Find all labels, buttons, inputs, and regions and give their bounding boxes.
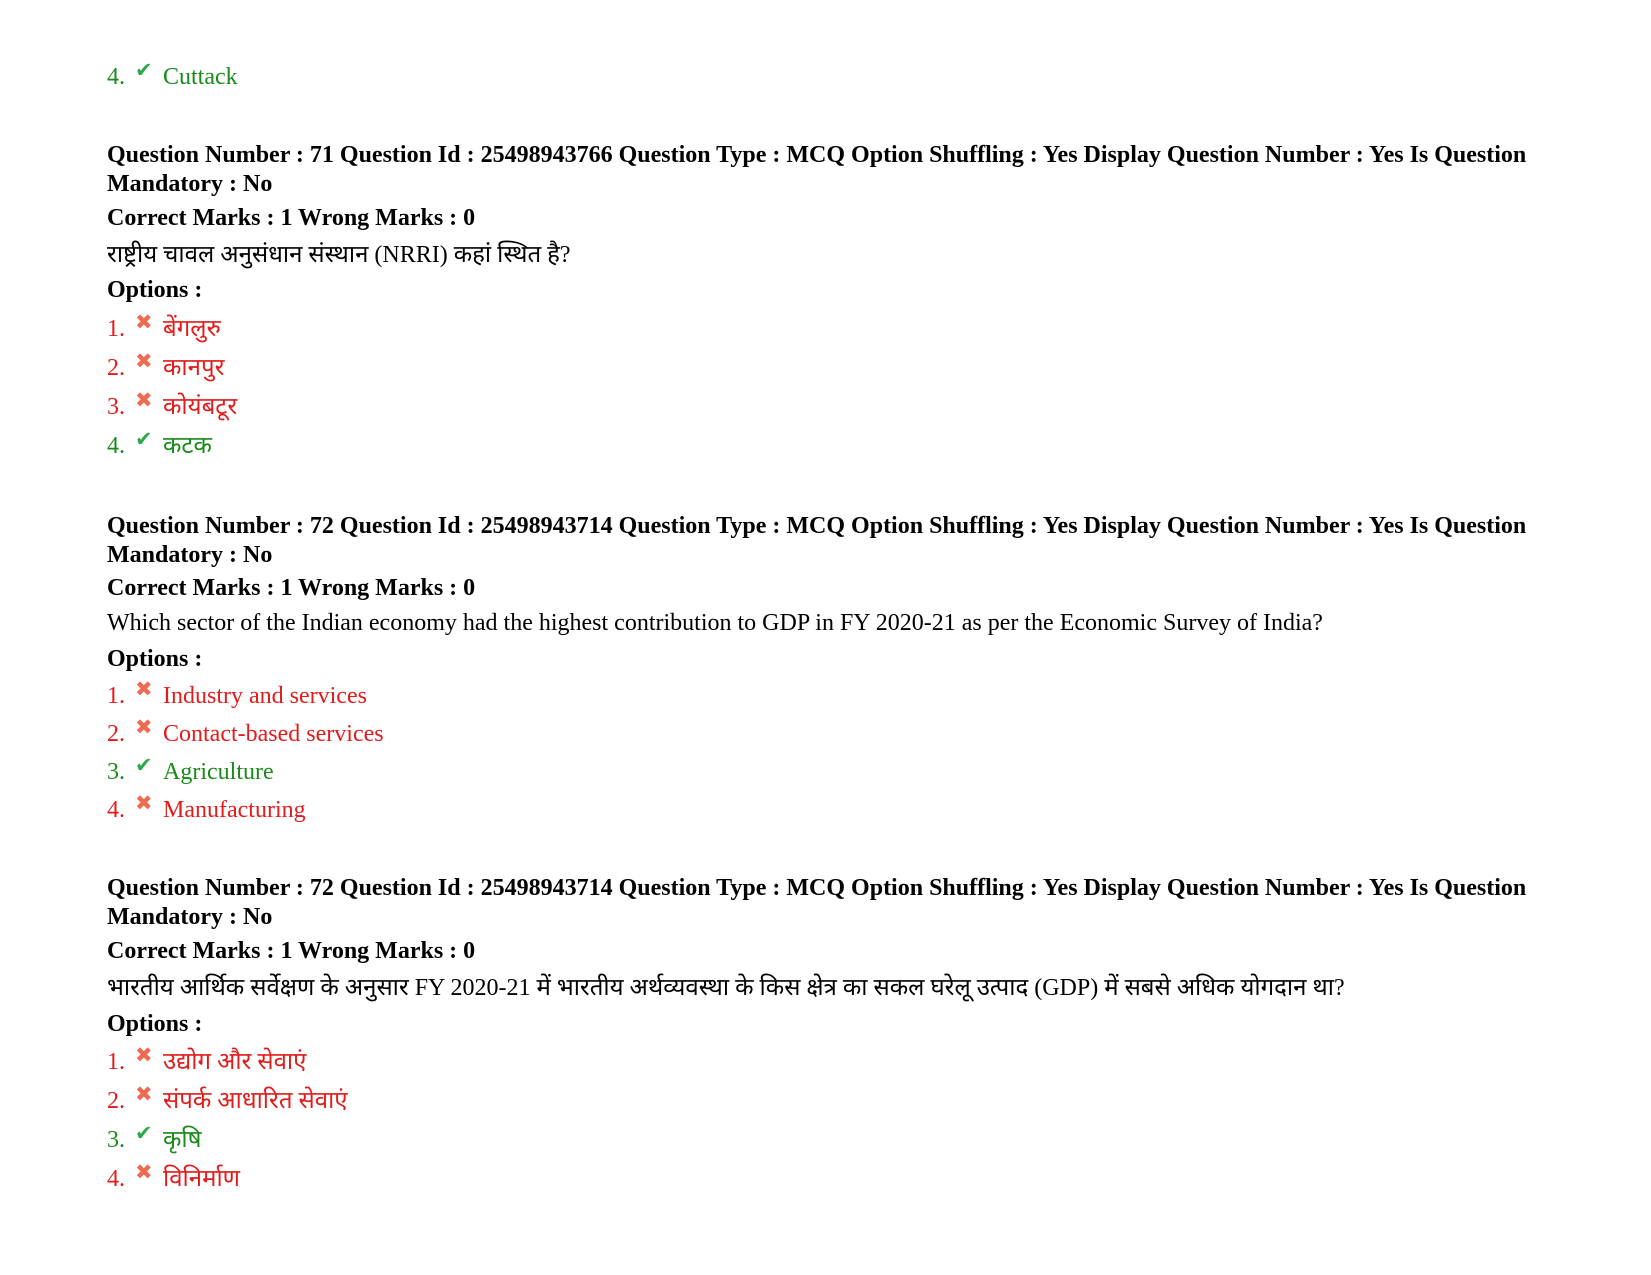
option-2 bbox=[107, 349, 225, 383]
option-3 bbox=[107, 388, 238, 422]
option-number: 4. bbox=[107, 64, 125, 90]
options-label: Options : bbox=[107, 1011, 203, 1037]
option-2 bbox=[107, 1082, 348, 1116]
option-number: 1. bbox=[107, 683, 125, 709]
cross-icon: ✖ bbox=[135, 715, 153, 739]
option-number: 4. bbox=[107, 433, 125, 459]
option-4 bbox=[107, 427, 212, 461]
cross-icon: ✖ bbox=[135, 791, 153, 815]
option-4 bbox=[107, 791, 306, 825]
option-text: बेंगलुरु bbox=[163, 316, 221, 342]
option-number: 2. bbox=[107, 1088, 125, 1114]
cross-icon: ✖ bbox=[135, 677, 153, 701]
option-text: Manufacturing bbox=[163, 797, 306, 823]
option-text: Cuttack bbox=[163, 64, 238, 90]
question-header: Question Number : 72 Question Id : 25498943714 Question Type : MCQ Option Shuffling : Yes Display Question Number : Yes Is Question Mandatory : No bbox=[107, 875, 1527, 930]
cross-icon: ✖ bbox=[135, 1082, 153, 1106]
options-label: Options : bbox=[107, 646, 203, 672]
option-4 bbox=[107, 1160, 241, 1194]
option-number: 4. bbox=[107, 797, 125, 823]
question-text: राष्ट्रीय चावल अनुसंधान संस्थान (NRRI) कहां स्थित है? bbox=[107, 242, 571, 268]
option-number: 4. bbox=[107, 1166, 125, 1192]
option-number: 1. bbox=[107, 316, 125, 342]
check-icon: ✔ bbox=[135, 753, 153, 777]
option-number: 3. bbox=[107, 759, 125, 785]
question-header: Question Number : 72 Question Id : 25498943714 Question Type : MCQ Option Shuffling : Yes Display Question Number : Yes Is Question Mandatory : No bbox=[107, 513, 1527, 568]
question-text: भारतीय आर्थिक सर्वेक्षण के अनुसार FY 2020-21 में भारतीय अर्थव्यवस्था के किस क्षेत्र का सकल घरेलू उत्पाद (GDP) में सबसे अधिक योगदान था? bbox=[107, 975, 1345, 1001]
cross-icon: ✖ bbox=[135, 1160, 153, 1184]
option-text: कोयंबटूर bbox=[163, 394, 238, 420]
option-number: 3. bbox=[107, 394, 125, 420]
check-icon: ✔ bbox=[135, 58, 153, 82]
option-number: 2. bbox=[107, 721, 125, 747]
option-3 bbox=[107, 1121, 202, 1155]
options-label: Options : bbox=[107, 277, 203, 303]
option-number: 3. bbox=[107, 1127, 125, 1153]
cross-icon: ✖ bbox=[135, 349, 153, 373]
question-marks: Correct Marks : 1 Wrong Marks : 0 bbox=[107, 575, 476, 601]
question-text: Which sector of the Indian economy had the highest contribution to GDP in FY 2020-21 as per the Economic Survey of India? bbox=[107, 610, 1323, 636]
cross-icon: ✖ bbox=[135, 1043, 153, 1067]
option-text: Contact-based services bbox=[163, 721, 384, 747]
option-text: कानपुर bbox=[163, 355, 225, 381]
option-number: 1. bbox=[107, 1049, 125, 1075]
option-text: संपर्क आधारित सेवाएं bbox=[163, 1088, 348, 1114]
cross-icon: ✖ bbox=[135, 388, 153, 412]
option-text: Agriculture bbox=[163, 759, 274, 785]
option-1 bbox=[107, 677, 367, 711]
option-number: 2. bbox=[107, 355, 125, 381]
option-text: विनिर्माण bbox=[163, 1166, 241, 1192]
option-1 bbox=[107, 310, 221, 344]
option-1 bbox=[107, 1043, 307, 1077]
option-text: उद्योग और सेवाएं bbox=[163, 1049, 307, 1075]
question-marks: Correct Marks : 1 Wrong Marks : 0 bbox=[107, 938, 476, 964]
check-icon: ✔ bbox=[135, 1121, 153, 1145]
option-text: कृषि bbox=[163, 1127, 202, 1153]
option-text: कटक bbox=[163, 433, 212, 459]
check-icon: ✔ bbox=[135, 427, 153, 451]
cross-icon: ✖ bbox=[135, 310, 153, 334]
option-text: Industry and services bbox=[163, 683, 367, 709]
question-header: Question Number : 71 Question Id : 25498943766 Question Type : MCQ Option Shuffling : Yes Display Question Number : Yes Is Question Mandatory : No bbox=[107, 142, 1527, 197]
question-marks: Correct Marks : 1 Wrong Marks : 0 bbox=[107, 205, 476, 231]
prev-option-4 bbox=[107, 58, 238, 92]
option-2 bbox=[107, 715, 384, 749]
option-3 bbox=[107, 753, 274, 787]
